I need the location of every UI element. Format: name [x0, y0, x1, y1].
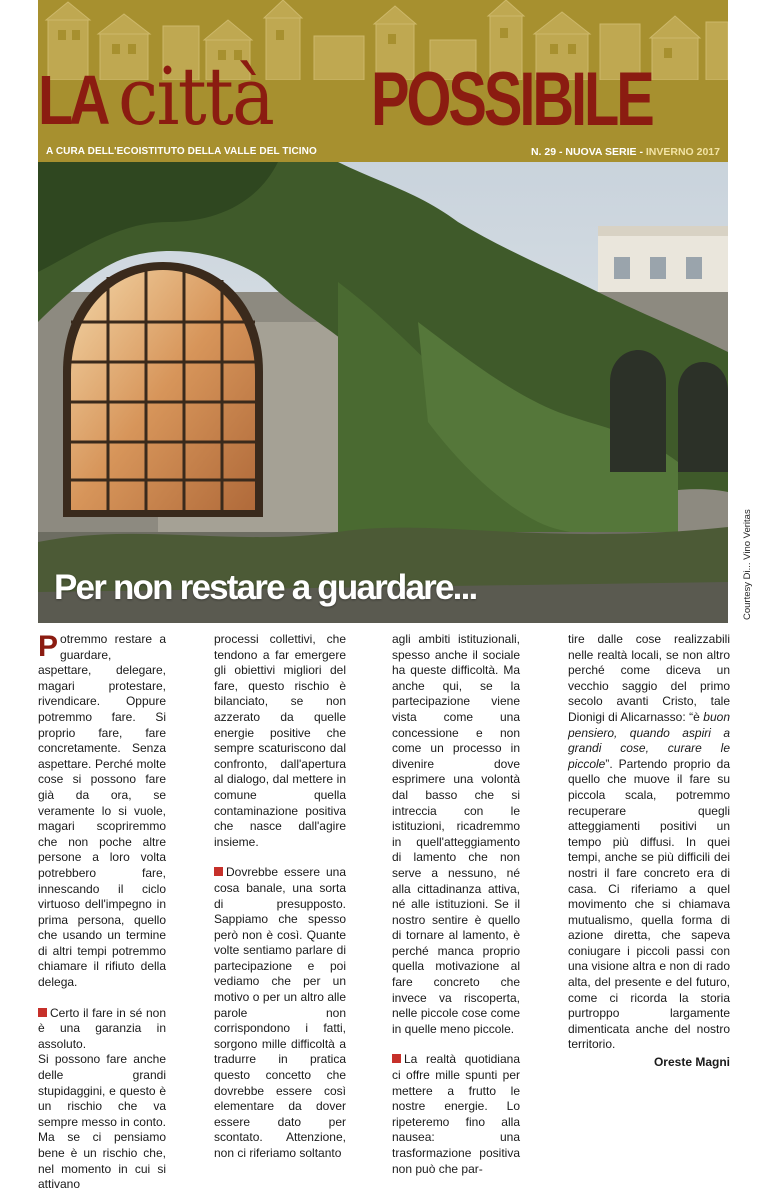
issue-season: INVERNO 2017 — [645, 146, 720, 158]
paragraph — [392, 632, 520, 1037]
paragraph — [38, 1006, 166, 1193]
red-square-icon — [392, 1054, 401, 1063]
red-square-icon — [38, 1008, 47, 1017]
paragraph-text: otremmo restare a guardare, aspettare, delegare, magari protestare, rivendicare. Oppure potremmo fare. Si proprio fare, fare concretamente. Senza aspettare. Perché molte cose si possono fare già da ora, se veramente lo si vuole, magari scopriremmo che non poche altre persone a loro volta potrebbero fare, innescando il ciclo virtuoso dell'impegno in prima persona, quello che usando un termine di altri tempi potremmo chiamare il rifiuto della delega. — [38, 632, 166, 990]
paragraph-text: Certo il fare in sé non è una garanzia in assoluto. — [38, 1005, 166, 1051]
paragraph — [392, 1052, 520, 1177]
newspaper-title — [38, 52, 728, 142]
masthead-subline — [38, 144, 728, 162]
paragraph-text: ”. Partendo proprio da quello che muove il fare su piccola scala, potremmo recuperare quegli atteggiamenti positivi un tempo più diffusi. In quei tempi, anche se più difficili dei nostri il fare concreto era di casa. Ci riferiamo a quel movimento che si chiamava mutualismo, quella forma di azione diretta, che sapeva coniugare i piccoli passi con una visione altra e non di rado alta, del presente e del futuro, come ci ricorda la storia purtroppo largamente dimenticata anche del nostro territorio. — [568, 756, 730, 1052]
title-possibile: POSSIBILE — [371, 57, 652, 142]
paragraph — [214, 632, 346, 850]
title-citta: città — [118, 50, 274, 143]
masthead — [38, 0, 728, 162]
paragraph-text: agli ambiti istituzionali, spesso anche il sociale ha queste difficoltà. Ma anche qui, se la partecipazione viene vista come una concessione e non come un processo in divenire dove esprimere una volontà dal basso che si intreccia con le istituzioni, ricadremmo in quell'atteggiamento di lamento che non serve a nessuno, né alla cittadinanza attiva, né alle istituzioni. Se il nostro sentire è quello di tornare al lamento, è perché manca proprio quella motivazione al fare concreto che invece va riscoperta, nelle piccole cose come in quelle meno piccole. — [392, 632, 520, 1036]
paragraph-text: processi collettivi, che tendono a far emergere gli obiettivi migliori del fare, questo rischio è bilanciato, se non azzerato da quelle energie positive che sempre scaturiscono dal confronto, dall'apertura al dialogo, dal mettere in comune quella contaminazione positiva che nasce dall'agire insieme. — [214, 632, 346, 849]
issue-number: N. 29 - NUOVA SERIE - — [530, 146, 646, 158]
photo-credit: Courtesy Di... Vino Veritas — [742, 509, 753, 620]
cover-photo — [38, 162, 728, 623]
headline: Per non restare a guardare... — [54, 568, 477, 607]
article-column-4 — [568, 632, 730, 1071]
article-column-1 — [38, 632, 166, 1193]
paragraph-text: tire dalle cose realizzabili nelle realtà locali, se non altro perché come diceva un vecchio saggio del primo secolo avanti Cristo, tale Dionigi di Alicarnasso: “è — [568, 632, 730, 724]
paragraph — [214, 865, 346, 1161]
ivy-building-image — [38, 162, 728, 623]
paragraph — [38, 632, 166, 991]
paragraph-text: La realtà quotidiana ci offre mille spunti per mettere a frutto le nostre energie. Lo ripeteremo fino alla nausea: una trasformazione positiva non può che par- — [392, 1052, 520, 1176]
quotation: buon pensiero, quando aspiri a grandi cose, curare le piccole — [568, 709, 730, 771]
red-square-icon — [214, 867, 223, 876]
article-column-3 — [392, 632, 520, 1177]
title-la: LA — [38, 61, 107, 139]
drop-cap: P — [38, 630, 59, 663]
article-column-2 — [214, 632, 346, 1162]
paragraph — [568, 632, 730, 1053]
paragraph-text: Si possono fare anche delle grandi stupidaggini, e questo è un rischio che va sempre messo in conto. Ma se ci pensiamo bene è un rischio che, nel momento in cui si attivano — [38, 1052, 166, 1192]
curator-line: A CURA DELL'ECOISTITUTO DELLA VALLE DEL TICINO — [46, 146, 317, 157]
issue-line — [531, 146, 720, 158]
paragraph-text: Dovrebbe essere una cosa banale, una sorta di presupposto. Sappiamo che spesso però non è così. Quante volte sentiamo parlare di partecipazione e poi vediamo che per un motivo o per un altro alle parole non corrispondono i fatti, sorgono mille difficoltà a tradurre in pratica questo concetto che dovrebbe essere così elementare da dover essere dato per scontato. Attenzione, non ci riferiamo soltanto — [214, 865, 346, 1160]
author-signature: Oreste Magni — [653, 1055, 730, 1070]
